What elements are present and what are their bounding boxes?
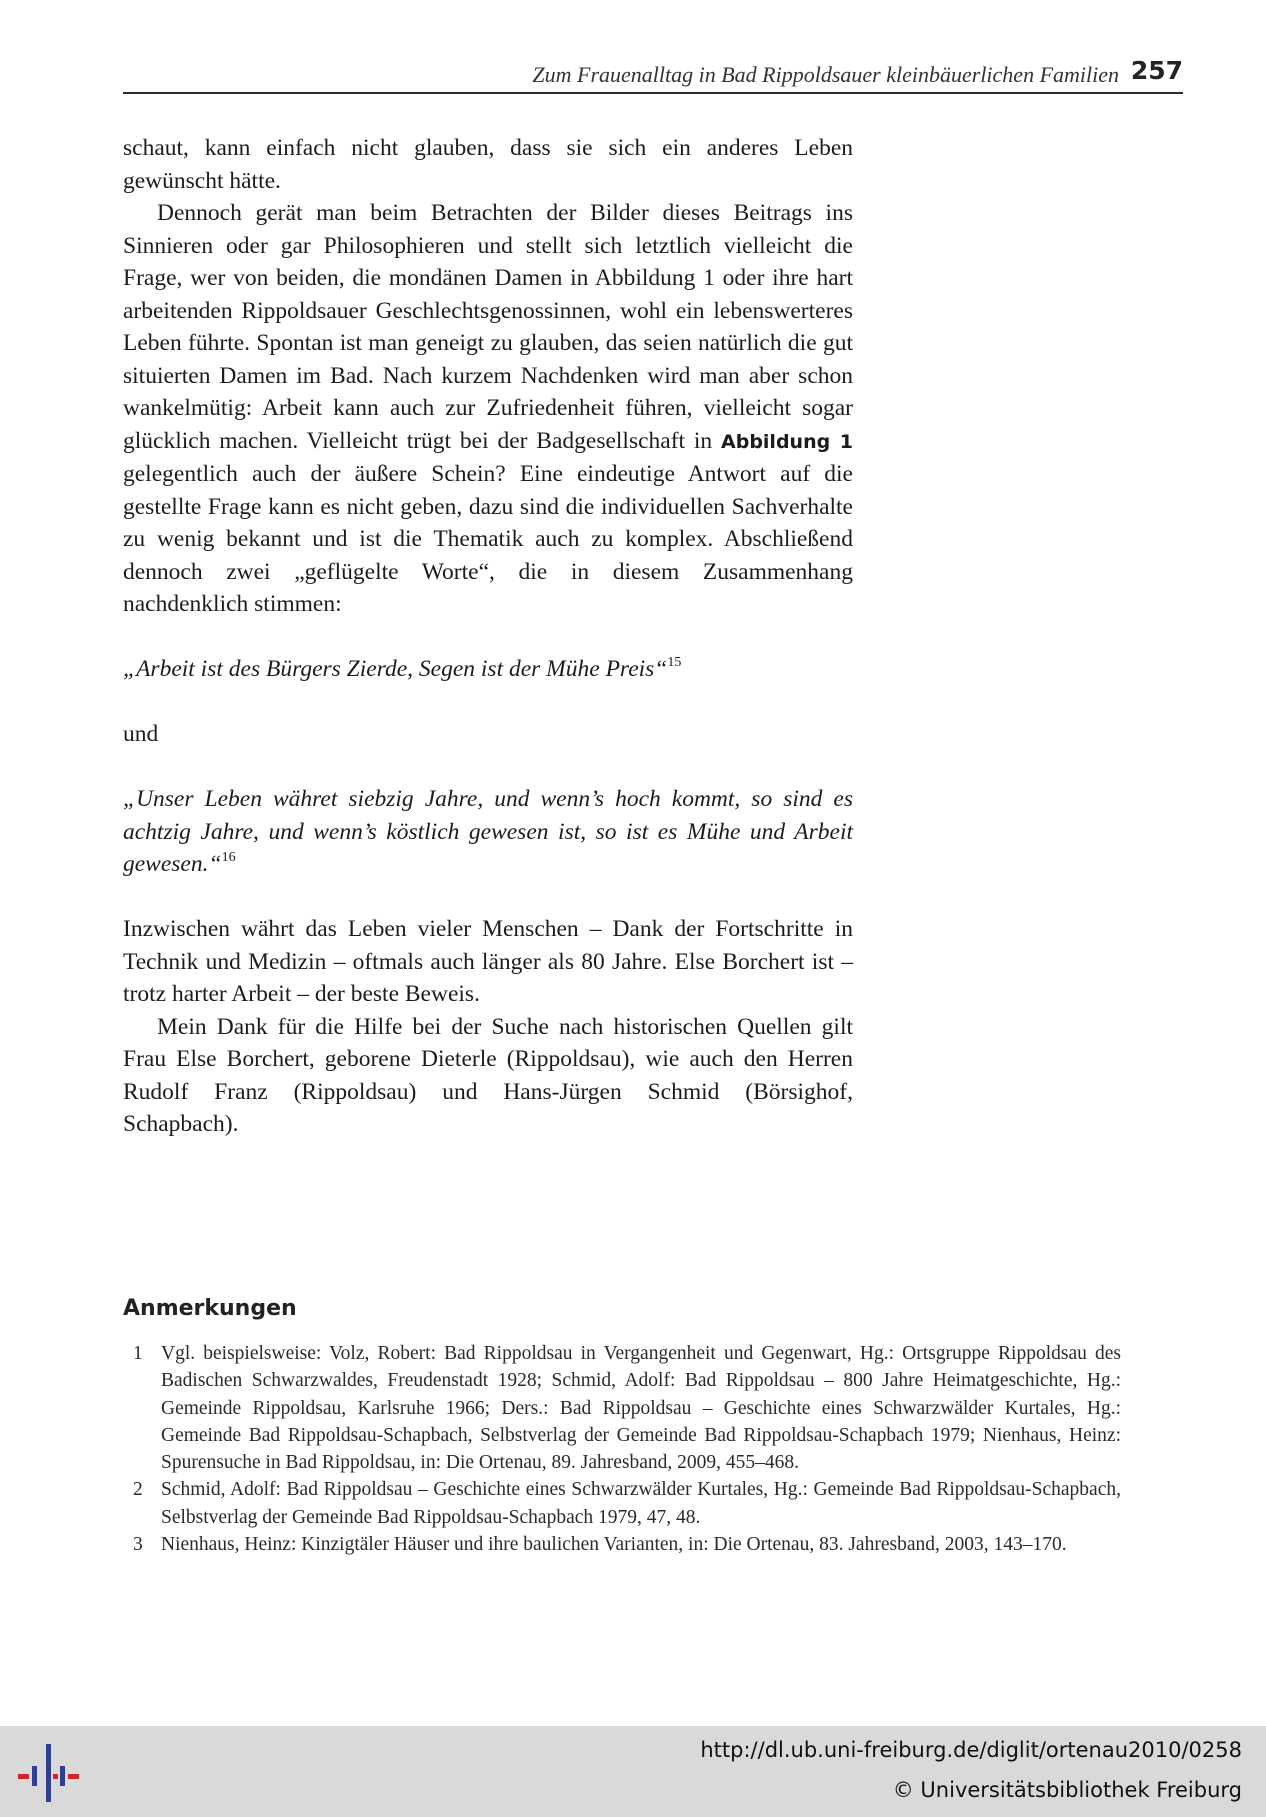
note-text: Vgl. beispielsweise: Volz, Robert: Bad Rippoldsau in Vergangenheit und Gegenwart, Hg.: Ortsgruppe Rippoldsau des Badischen Schwarzwaldes, Freudenstadt 1928; Schmid, Adolf: Bad Rippoldsau – 800 Jahre Heimatgeschichte, Hg.: Gemeinde Rippoldsau, Karlsruhe 1966; Ders.: Bad Rippoldsau – Geschichte eines Schwarzwälder Kurtales, Hg.: Gemeinde Bad Rippoldsau-Schapbach, Selbstverlag der Gemeinde Bad Rippoldsau-Schapbach 1979; Nienhaus, Heinz: Spurensuche in Bad Rippoldsau, in: Die Ortenau, 89. Jahresband, 2009, 455–468. (161, 1343, 1121, 1474)
note-item (123, 1340, 1121, 1476)
paragraph-acknowledgement: Mein Dank für die Hilfe bei der Suche nach historischen Quellen gilt Frau Else Borchert, geborene Dieterle (Rippoldsau), wie auch den Herren Rudolf Franz (Rippoldsau) und Hans-Jürgen Schmid (Börsighof, Schapbach). (123, 1013, 853, 1137)
connector-word: und (123, 721, 159, 747)
footnote-ref: 16 (221, 850, 236, 865)
quote-first (123, 653, 853, 686)
notes-heading: Anmerkungen (123, 1296, 297, 1321)
paragraph-text: gelegentlich auch der äußere Schein? Eine eindeutige Antwort auf die gestellte Frage kann es nicht geben, dazu sind die individuellen Sachverhalte zu wenig bekannt und ist die Thematik auch zu komplex. Abschließend dennoch zwei „geflügelte Worte“, die in diesem Zusammenhang nachdenklich stimmen: (123, 461, 853, 617)
permalink-url[interactable]: http://dl.ub.uni-freiburg.de/diglit/ortenau2010/0258 (700, 1738, 1242, 1762)
running-header (123, 56, 1183, 94)
main-text (123, 132, 853, 1141)
notes-list (123, 1340, 1121, 1558)
copyright-notice: © Universitätsbibliothek Freiburg (892, 1778, 1242, 1802)
running-header-title: Zum Frauenalltag in Bad Rippoldsauer kleinbäuerlichen Familien (532, 62, 1119, 87)
page-number: 257 (1130, 56, 1183, 85)
note-number: 2 (133, 1479, 143, 1501)
note-item (123, 1531, 1121, 1558)
footer-bar (0, 1726, 1266, 1817)
quote-text: „Arbeit ist des Bürgers Zierde, Segen ist der Mühe Preis“ (123, 656, 668, 682)
quote-second (123, 783, 853, 881)
paragraph-reflection (123, 197, 853, 621)
note-text: Nienhaus, Heinz: Kinzigtäler Häuser und ihre baulichen Varianten, in: Die Ortenau, 83. Jahresband, 2003, 143–170. (161, 1534, 1067, 1556)
paragraph-text: Dennoch gerät man beim Betrachten der Bilder dieses Beitrags ins Sinnieren oder gar Philosophieren und stellt sich letztlich vielleicht die Frage, wer von beiden, die mondänen Damen in Abbildung 1 oder ihre hart arbeitenden Rippoldsauer Geschlechtsgenossinnen, wohl ein lebenswerteres Leben führte. Spontan ist man geneigt zu glauben, das seien natürlich die gut situierten Damen im Bad. Nach kurzem Nachdenken wird man aber schon wankelmütig: Arbeit kann auch zur Zufriedenheit führen, vielleicht sogar glücklich machen. Vielleicht trügt bei der Badgesellschaft in (123, 200, 853, 454)
note-text: Schmid, Adolf: Bad Rippoldsau – Geschichte eines Schwarzwälder Kurtales, Hg.: Gemeinde Bad Rippoldsau-Schapbach, Selbstverlag der Gemeinde Bad Rippoldsau-Schapbach 1979, 47, 48. (161, 1479, 1121, 1528)
ub-freiburg-logo-icon (16, 1738, 80, 1808)
quote-text: „Unser Leben währet siebzig Jahre, und wenn’s hoch kommt, so sind es achtzig Jahre, und wenn’s köstlich gewesen ist, so ist es Mühe und Arbeit gewesen.“ (123, 786, 853, 877)
note-number: 3 (133, 1534, 143, 1556)
paragraph-conclusion: Inzwischen währt das Leben vieler Menschen – Dank der Fortschritte in Technik und Medizin – oftmals auch länger als 80 Jahre. Else Borchert ist – trotz harter Arbeit – der beste Beweis. (123, 916, 853, 1007)
note-item (123, 1476, 1121, 1531)
figure-reference: Abbildung 1 (721, 430, 853, 453)
paragraph-continuation: schaut, kann einfach nicht glauben, dass sie sich ein anderes Leben gewünscht hätte. (123, 135, 853, 194)
note-number: 1 (133, 1343, 143, 1364)
footnote-ref: 15 (667, 655, 682, 670)
